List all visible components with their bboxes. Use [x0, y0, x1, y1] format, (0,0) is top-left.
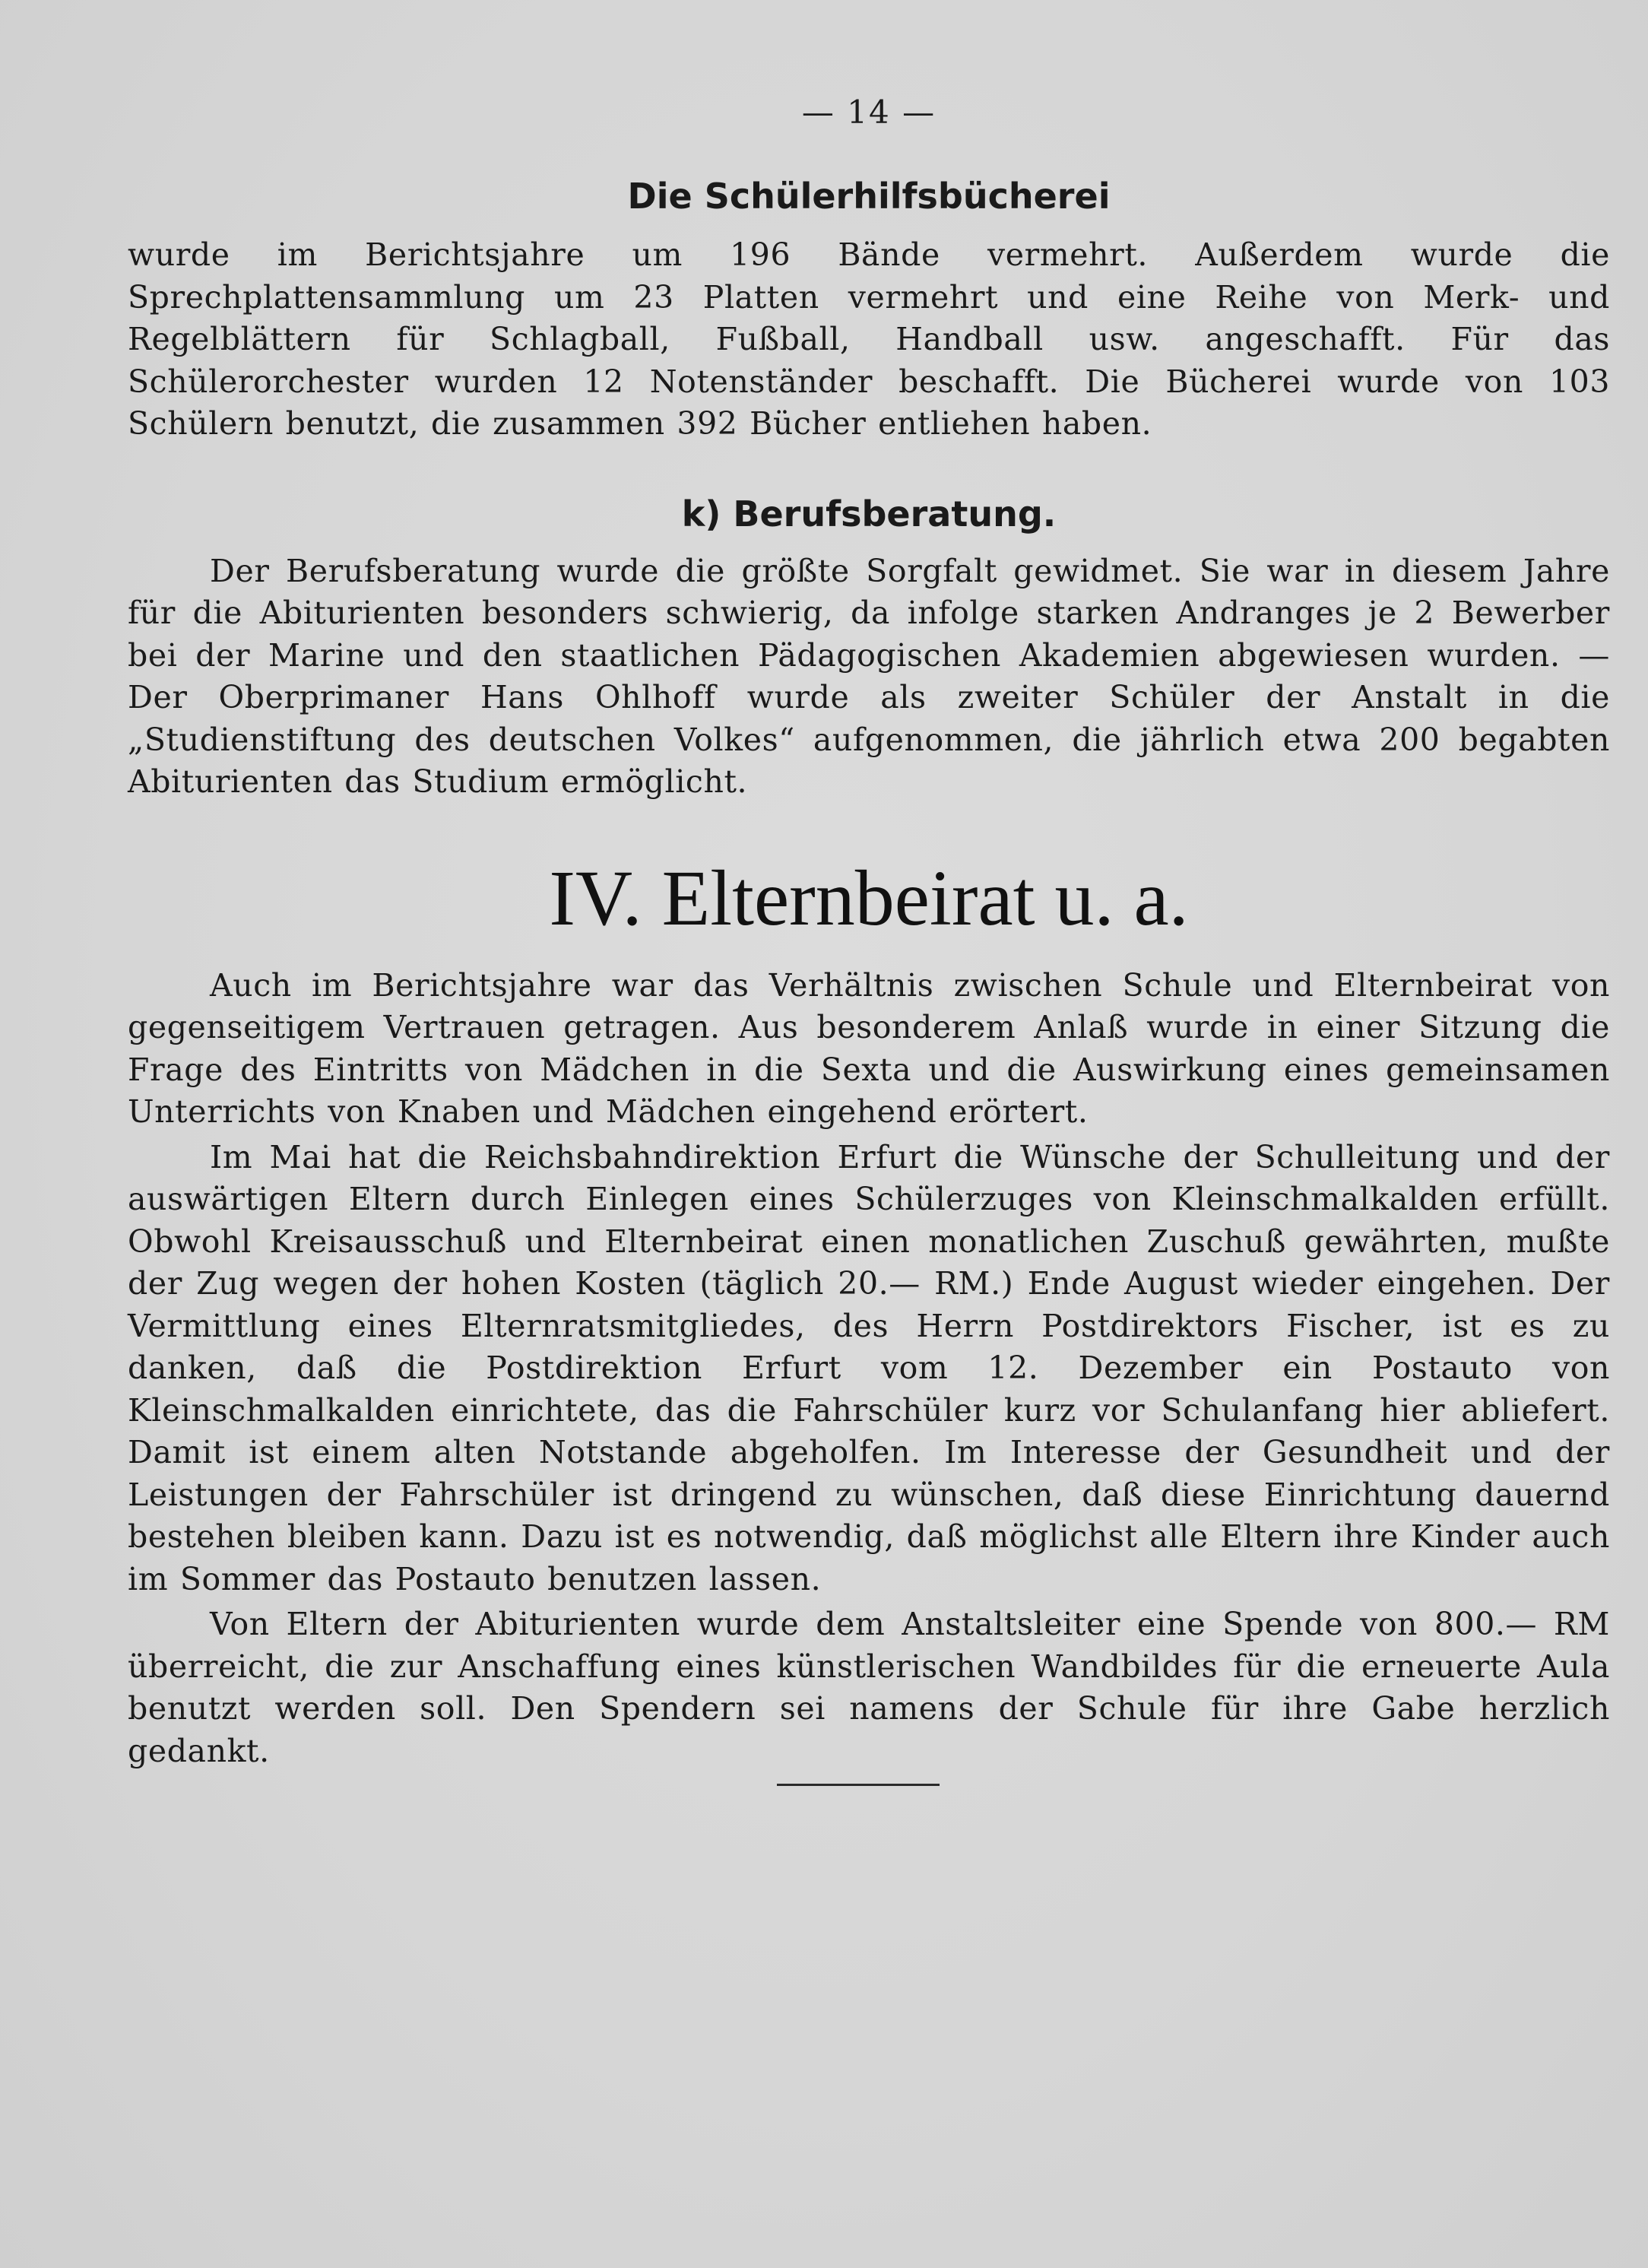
paragraph: Von Eltern der Abiturienten wurde dem Anstaltsleiter eine Spende von 800.— RM überreicht, die zur Anschaffung eines künstlerischen Wandbildes für die erneuerte Aula benutzt werden soll. Den Spendern sei namens der Schule für ihre Gabe herzlich gedankt.	[128, 1606, 1610, 1769]
paragraph: Im Mai hat die Reichsbahndirektion Erfurt die Wünsche der Schulleitung und der auswärtigen Eltern durch Einlegen eines Schülerzuges von Kleinschmalkalden erfüllt. Obwohl Kreisausschuß und Elternbeirat einen monatlichen Zuschuß gewährten, mußte der Zug wegen der hohen Kosten (täglich 20.— RM.) Ende August wieder eingehen. Der Vermittlung eines Elternratsmitgliedes, des Herrn Postdirektors Fischer, ist es zu danken, daß die Postdirektion Erfurt vom 12. Dezember ein Postauto von Kleinschmalkalden einrichtete, das die Fahrschüler kurz vor Schulanfang hier abliefert. Damit ist einem alten Notstande abgeholfen. Im Interesse der Gesundheit und der Leistungen der Fahrschüler ist dringend zu wünschen, daß diese Einrichtung dauernd bestehen bleiben kann. Dazu ist es notwendig, daß möglichst alle Eltern ihre Kinder auch im Sommer das Postauto benutzen lassen.	[128, 1138, 1610, 1597]
section-title-schuelerhilfsbuecherei: Die Schülerhilfsbücherei	[627, 176, 1111, 217]
page-number: — 14 —	[801, 94, 937, 131]
section-title-berufsberatung: k) Berufsberatung.	[681, 493, 1057, 534]
end-rule-divider	[777, 1784, 940, 1786]
paragraph: Auch im Berichtsjahre war das Verhältnis zwischen Schule und Elternbeirat von gegenseitigem Vertrauen getragen. Aus besonderem Anlaß wurde in einer Sitzung die Frage des Eintritts von Mädchen in die Sexta und die Auswirkung eines gemeinsamen Unterrichts von Knaben und Mädchen eingehend erörtert.	[128, 966, 1610, 1130]
paragraph: Der Berufsberatung wurde die größte Sorgfalt gewidmet. Sie war in diesem Jahre für die Abiturienten besonders schwierig, da infolge starken Andranges je 2 Bewerber bei der Marine und den staatlichen Pädagogischen Akademien abgewiesen wurden. — Der Oberprimaner Hans Ohlhoff wurde als zweiter Schüler der Anstalt in die „Studienstiftung des deutschen Volkes“ aufgenommen, die jährlich etwa 200 begabten Abiturienten das Studium ermöglicht.	[128, 552, 1610, 800]
chapter-title-elternbeirat: IV. Elternbeirat u. a.	[549, 854, 1189, 942]
paragraph: wurde im Berichtsjahre um 196 Bände vermehrt. Außerdem wurde die Sprechplattensammlung um 23 Platten vermehrt und eine Reihe von Merk- und Regelblättern für Schlagball, Fußball, Handball usw. angeschafft. Für das Schülerorchester wurden 12 Notenständer beschafft. Die Bücherei wurde von 103 Schülern benutzt, die zusammen 392 Bücher entliehen haben.	[128, 236, 1610, 442]
page-content	[128, 91, 1610, 1772]
